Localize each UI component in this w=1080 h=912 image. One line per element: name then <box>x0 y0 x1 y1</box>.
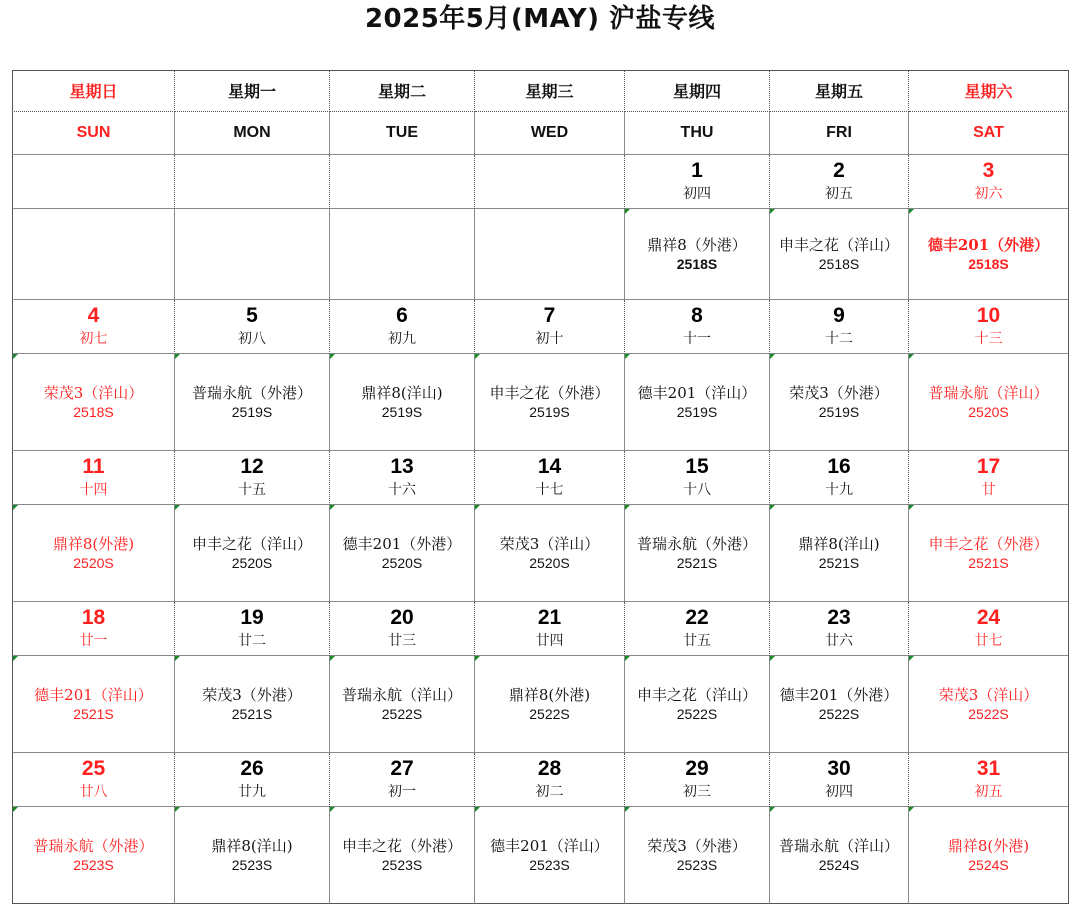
date-cell-18 <box>12 602 175 656</box>
voyage-number: 2518S <box>73 404 114 420</box>
note-marker-icon <box>625 209 630 214</box>
lunar-date: 初六 <box>974 186 1003 202</box>
day-number: 11 <box>82 455 105 478</box>
day-number: 13 <box>390 455 414 478</box>
day-number: 21 <box>537 606 562 629</box>
vessel-name: 鼎祥8(洋山) <box>361 384 443 402</box>
lunar-date: 十二 <box>825 331 853 347</box>
weekday-en-label: TUE <box>386 124 418 141</box>
schedule-cell-26 <box>175 807 330 904</box>
note-marker-icon <box>330 354 335 359</box>
lunar-date: 十四 <box>79 482 108 498</box>
day-number: 20 <box>390 606 414 629</box>
voyage-number: 2519S <box>381 404 423 420</box>
vessel-name: 德丰201（外港） <box>342 535 462 553</box>
weekday-en-header <box>770 112 909 155</box>
day-number: 5 <box>246 304 258 327</box>
date-cell-3 <box>909 155 1069 209</box>
schedule-cell-12 <box>175 505 330 602</box>
schedule-cell-25 <box>12 807 175 904</box>
schedule-entry <box>770 836 908 874</box>
vessel-name: 鼎祥8（外港） <box>647 236 747 254</box>
note-marker-icon <box>475 656 480 661</box>
date-cell-16 <box>770 451 909 505</box>
schedule-cell-16 <box>770 505 909 602</box>
calendar-grid <box>12 70 1069 906</box>
voyage-number: 2519S <box>818 404 860 420</box>
weekday-en-label: FRI <box>826 124 852 141</box>
voyage-number: 2519S <box>676 404 718 420</box>
lunar-date: 初四 <box>825 784 853 800</box>
day-number: 30 <box>827 757 851 780</box>
date-cell-28 <box>475 753 625 807</box>
schedule-cell-20 <box>330 656 475 753</box>
vessel-name: 普瑞永航（外港） <box>33 837 154 855</box>
schedule-entry <box>175 836 329 874</box>
lunar-date: 初十 <box>535 331 564 347</box>
schedule-entry <box>13 383 174 421</box>
voyage-number: 2520S <box>231 555 273 571</box>
lunar-date: 初三 <box>683 784 711 800</box>
date-cell-30 <box>770 753 909 807</box>
schedule-entry <box>625 383 769 421</box>
weekday-cn-label: 星期三 <box>525 82 574 101</box>
schedule-entry <box>13 836 174 874</box>
date-cell-7 <box>475 300 625 354</box>
note-marker-icon <box>909 505 914 510</box>
vessel-name: 荣茂3（外港） <box>202 686 302 704</box>
day-number: 28 <box>537 757 562 780</box>
schedule-entry <box>625 836 769 874</box>
note-marker-icon <box>330 656 335 661</box>
lunar-date: 廿九 <box>238 784 266 800</box>
note-marker-icon <box>625 656 630 661</box>
voyage-number: 2522S <box>968 706 1009 722</box>
lunar-date: 廿八 <box>79 784 108 800</box>
schedule-cell-28 <box>475 807 625 904</box>
lunar-date: 初四 <box>683 186 711 202</box>
note-marker-icon <box>625 354 630 359</box>
schedule-entry <box>330 534 474 572</box>
schedule-entry <box>909 836 1068 874</box>
date-cell-1 <box>625 155 770 209</box>
schedule-cell-31 <box>909 807 1069 904</box>
weekday-en-label: MON <box>233 124 271 141</box>
vessel-name: 荣茂3（外港） <box>647 837 747 855</box>
voyage-number: 2523S <box>529 857 570 873</box>
weekday-cn-label: 星期五 <box>814 82 863 101</box>
lunar-date: 廿三 <box>388 633 416 649</box>
voyage-number: 2522S <box>381 706 423 722</box>
schedule-entry <box>475 383 624 421</box>
vessel-name: 鼎祥8(洋山) <box>211 837 293 855</box>
lunar-date: 廿五 <box>683 633 711 649</box>
voyage-number: 2518S <box>818 256 860 272</box>
voyage-number: 2520S <box>381 555 423 571</box>
day-number: 22 <box>685 606 709 629</box>
lunar-date: 初五 <box>974 784 1003 800</box>
empty-date-cell <box>330 155 475 209</box>
vessel-name: 德丰201（外港） <box>779 686 899 704</box>
day-number: 3 <box>982 159 995 182</box>
note-marker-icon <box>909 656 914 661</box>
lunar-date: 初二 <box>535 784 564 800</box>
empty-schedule-cell <box>12 209 175 300</box>
schedule-entry <box>13 685 174 723</box>
day-number: 31 <box>976 757 1001 780</box>
note-marker-icon <box>625 807 630 812</box>
lunar-date: 廿四 <box>535 633 564 649</box>
note-marker-icon <box>909 354 914 359</box>
vessel-name: 荣茂3（洋山） <box>938 686 1039 704</box>
date-cell-26 <box>175 753 330 807</box>
day-number: 25 <box>81 757 106 780</box>
vessel-name: 鼎祥8(外港) <box>52 535 135 553</box>
day-number: 24 <box>976 606 1001 629</box>
weekday-cn-header <box>175 70 330 112</box>
schedule-entry <box>770 383 908 421</box>
voyage-number: 2519S <box>529 404 570 420</box>
schedule-entry <box>475 534 624 572</box>
weekday-en-header <box>175 112 330 155</box>
voyage-number: 2524S <box>968 857 1009 873</box>
note-marker-icon <box>13 505 18 510</box>
weekday-en-label: WED <box>530 124 569 141</box>
date-cell-21 <box>475 602 625 656</box>
day-number: 27 <box>390 757 414 780</box>
date-cell-4 <box>12 300 175 354</box>
schedule-cell-3 <box>909 209 1069 300</box>
empty-schedule-cell <box>330 209 475 300</box>
date-cell-6 <box>330 300 475 354</box>
schedule-cell-8 <box>625 354 770 451</box>
voyage-number: 2523S <box>231 857 273 873</box>
weekday-cn-label: 星期六 <box>964 82 1013 101</box>
schedule-cell-6 <box>330 354 475 451</box>
voyage-number: 2520S <box>968 404 1009 420</box>
lunar-date: 十九 <box>825 482 853 498</box>
note-marker-icon <box>175 354 180 359</box>
day-number: 8 <box>691 304 703 327</box>
voyage-number: 2523S <box>73 857 114 873</box>
voyage-number: 2521S <box>231 706 273 722</box>
weekday-en-header <box>12 112 175 155</box>
schedule-cell-29 <box>625 807 770 904</box>
vessel-name: 荣茂3（外港） <box>789 384 889 402</box>
schedule-cell-15 <box>625 505 770 602</box>
vessel-name: 德丰201（外港） <box>927 236 1050 254</box>
schedule-entry <box>175 383 329 421</box>
voyage-number: 2520S <box>529 555 570 571</box>
date-cell-19 <box>175 602 330 656</box>
voyage-number: 2521S <box>73 706 114 722</box>
empty-schedule-cell <box>475 209 625 300</box>
voyage-number: 2521S <box>676 555 718 571</box>
voyage-number: 2523S <box>676 857 718 873</box>
note-marker-icon <box>13 656 18 661</box>
date-cell-11 <box>12 451 175 505</box>
weekday-en-header <box>330 112 475 155</box>
voyage-number: 2523S <box>381 857 423 873</box>
vessel-name: 普瑞永航（外港） <box>191 384 312 402</box>
note-marker-icon <box>770 807 775 812</box>
schedule-entry <box>475 836 624 874</box>
schedule-cell-22 <box>625 656 770 753</box>
voyage-number: 2521S <box>818 555 860 571</box>
empty-date-cell <box>175 155 330 209</box>
day-number: 7 <box>543 304 556 327</box>
weekday-cn-header <box>475 70 625 112</box>
weekday-en-header <box>475 112 625 155</box>
schedule-cell-7 <box>475 354 625 451</box>
schedule-entry <box>175 685 329 723</box>
weekday-en-label: SUN <box>76 124 111 141</box>
voyage-number: 2522S <box>818 706 860 722</box>
weekday-cn-header <box>12 70 175 112</box>
note-marker-icon <box>909 807 914 812</box>
weekday-cn-header <box>330 70 475 112</box>
weekday-en-label: THU <box>680 124 714 141</box>
lunar-date: 廿六 <box>825 633 853 649</box>
weekday-cn-label: 星期一 <box>227 82 276 101</box>
vessel-name: 申丰之花（洋山） <box>778 236 899 254</box>
schedule-cell-14 <box>475 505 625 602</box>
day-number: 2 <box>833 159 845 182</box>
lunar-date: 十三 <box>974 331 1003 347</box>
lunar-date: 十八 <box>683 482 711 498</box>
schedule-cell-24 <box>909 656 1069 753</box>
schedule-cell-19 <box>175 656 330 753</box>
date-cell-17 <box>909 451 1069 505</box>
schedule-entry <box>770 235 908 273</box>
schedule-entry <box>909 534 1068 572</box>
lunar-date: 廿二 <box>238 633 266 649</box>
day-number: 9 <box>833 304 845 327</box>
date-cell-8 <box>625 300 770 354</box>
schedule-cell-9 <box>770 354 909 451</box>
schedule-entry <box>909 235 1068 273</box>
date-cell-9 <box>770 300 909 354</box>
note-marker-icon <box>770 505 775 510</box>
note-marker-icon <box>13 807 18 812</box>
lunar-date: 初九 <box>388 331 416 347</box>
schedule-cell-2 <box>770 209 909 300</box>
date-cell-23 <box>770 602 909 656</box>
schedule-entry <box>330 383 474 421</box>
schedule-cell-23 <box>770 656 909 753</box>
date-cell-29 <box>625 753 770 807</box>
lunar-date: 廿 <box>981 482 996 498</box>
note-marker-icon <box>770 209 775 214</box>
schedule-entry <box>475 685 624 723</box>
vessel-name: 鼎祥8(外港) <box>508 686 591 704</box>
vessel-name: 荣茂3（洋山） <box>43 384 144 402</box>
lunar-date: 十五 <box>238 482 266 498</box>
lunar-date: 十六 <box>388 482 416 498</box>
note-marker-icon <box>475 354 480 359</box>
lunar-date: 十七 <box>535 482 564 498</box>
schedule-cell-30 <box>770 807 909 904</box>
schedule-entry <box>770 685 908 723</box>
schedule-cell-17 <box>909 505 1069 602</box>
weekday-en-label: SAT <box>973 124 1004 141</box>
weekday-cn-header <box>770 70 909 112</box>
vessel-name: 鼎祥8(洋山) <box>798 535 880 553</box>
schedule-entry <box>330 836 474 874</box>
day-number: 4 <box>87 304 100 327</box>
note-marker-icon <box>13 354 18 359</box>
weekday-cn-label: 星期二 <box>377 82 426 101</box>
weekday-cn-header <box>909 70 1069 112</box>
day-number: 23 <box>827 606 851 629</box>
day-number: 26 <box>240 757 264 780</box>
day-number: 6 <box>396 304 408 327</box>
weekday-en-header <box>909 112 1069 155</box>
weekday-cn-header <box>625 70 770 112</box>
date-cell-27 <box>330 753 475 807</box>
empty-schedule-cell <box>175 209 330 300</box>
schedule-entry <box>625 685 769 723</box>
weekday-en-header <box>625 112 770 155</box>
vessel-name: 申丰之花（外港） <box>489 384 610 402</box>
note-marker-icon <box>330 505 335 510</box>
lunar-date: 初七 <box>79 331 108 347</box>
schedule-entry <box>330 685 474 723</box>
weekday-cn-label: 星期四 <box>672 82 721 101</box>
day-number: 17 <box>976 455 1001 478</box>
date-cell-10 <box>909 300 1069 354</box>
day-number: 18 <box>81 606 106 629</box>
date-cell-12 <box>175 451 330 505</box>
vessel-name: 普瑞永航（洋山） <box>778 837 899 855</box>
voyage-number: 2522S <box>676 706 718 722</box>
voyage-number: 2518S <box>968 256 1009 272</box>
vessel-name: 普瑞永航（洋山） <box>928 384 1049 402</box>
voyage-number: 2522S <box>529 706 570 722</box>
note-marker-icon <box>475 505 480 510</box>
day-number: 15 <box>685 455 709 478</box>
date-cell-13 <box>330 451 475 505</box>
date-cell-25 <box>12 753 175 807</box>
schedule-entry <box>625 235 769 273</box>
schedule-cell-10 <box>909 354 1069 451</box>
weekday-cn-label: 星期日 <box>69 82 118 101</box>
lunar-date: 十一 <box>683 331 711 347</box>
schedule-entry <box>625 534 769 572</box>
day-number: 29 <box>685 757 709 780</box>
note-marker-icon <box>770 354 775 359</box>
date-cell-5 <box>175 300 330 354</box>
schedule-cell-4 <box>12 354 175 451</box>
vessel-name: 普瑞永航（洋山） <box>341 686 462 704</box>
vessel-name: 申丰之花（洋山） <box>191 535 312 553</box>
schedule-entry <box>13 534 174 572</box>
vessel-name: 申丰之花（外港） <box>928 535 1049 553</box>
note-marker-icon <box>175 656 180 661</box>
voyage-number: 2518S <box>676 256 718 272</box>
schedule-cell-11 <box>12 505 175 602</box>
empty-date-cell <box>475 155 625 209</box>
voyage-number: 2519S <box>231 404 273 420</box>
note-marker-icon <box>770 656 775 661</box>
vessel-name: 申丰之花（洋山） <box>636 686 757 704</box>
vessel-name: 荣茂3（洋山） <box>499 535 600 553</box>
date-cell-22 <box>625 602 770 656</box>
empty-date-cell <box>12 155 175 209</box>
lunar-date: 初五 <box>825 186 853 202</box>
schedule-cell-5 <box>175 354 330 451</box>
vessel-name: 鼎祥8(外港) <box>947 837 1030 855</box>
schedule-entry <box>175 534 329 572</box>
vessel-name: 德丰201（洋山） <box>637 384 757 402</box>
date-cell-31 <box>909 753 1069 807</box>
note-marker-icon <box>909 209 914 214</box>
day-number: 16 <box>827 455 851 478</box>
schedule-cell-27 <box>330 807 475 904</box>
day-number: 12 <box>240 455 264 478</box>
schedule-entry <box>909 383 1068 421</box>
lunar-date: 初八 <box>238 331 266 347</box>
day-number: 10 <box>976 304 1001 327</box>
vessel-name: 德丰201（洋山） <box>34 686 153 704</box>
schedule-entry <box>909 685 1068 723</box>
page-title: 2025年5月(MAY) 沪盐专线 <box>364 4 716 34</box>
note-marker-icon <box>330 807 335 812</box>
voyage-number: 2521S <box>968 555 1009 571</box>
vessel-name: 德丰201（洋山） <box>490 837 609 855</box>
note-marker-icon <box>175 505 180 510</box>
date-cell-15 <box>625 451 770 505</box>
lunar-date: 初一 <box>388 784 416 800</box>
day-number: 14 <box>537 455 562 478</box>
vessel-name: 申丰之花（外港） <box>341 837 462 855</box>
date-cell-24 <box>909 602 1069 656</box>
date-cell-14 <box>475 451 625 505</box>
note-marker-icon <box>625 505 630 510</box>
lunar-date: 廿一 <box>79 633 108 649</box>
schedule-entry <box>770 534 908 572</box>
day-number: 19 <box>240 606 264 629</box>
schedule-cell-21 <box>475 656 625 753</box>
voyage-number: 2520S <box>73 555 114 571</box>
schedule-cell-18 <box>12 656 175 753</box>
schedule-cell-1 <box>625 209 770 300</box>
lunar-date: 廿七 <box>974 633 1003 649</box>
voyage-number: 2524S <box>818 857 860 873</box>
vessel-name: 普瑞永航（外港） <box>636 535 757 553</box>
date-cell-2 <box>770 155 909 209</box>
schedule-cell-13 <box>330 505 475 602</box>
day-number: 1 <box>691 159 703 182</box>
date-cell-20 <box>330 602 475 656</box>
note-marker-icon <box>475 807 480 812</box>
note-marker-icon <box>175 807 180 812</box>
